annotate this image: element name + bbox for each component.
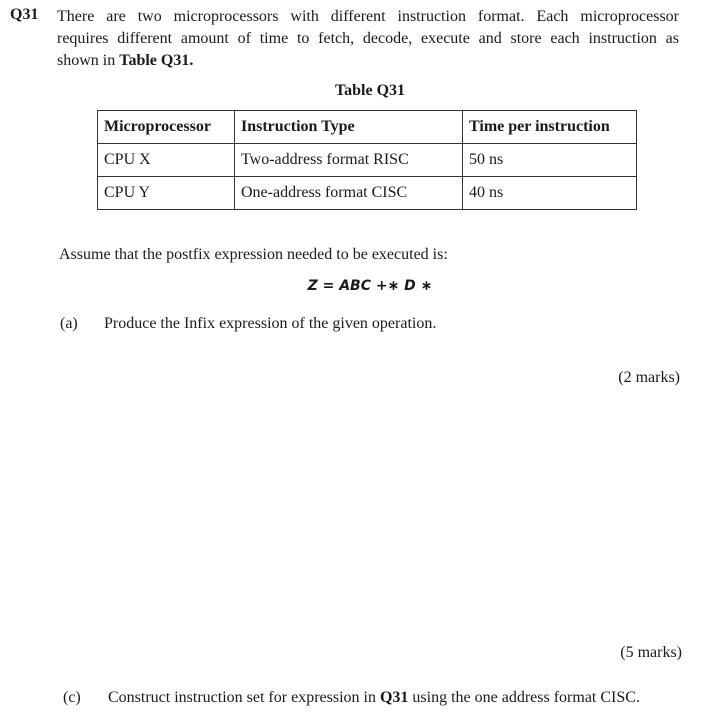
part-c-text-prefix: Construct instruction set for expression in [108,689,380,706]
cell-instruction-type: Two-address format RISC [235,144,463,177]
part-b-marks: (5 marks) [620,644,682,661]
header-time-per-instruction: Time per instruction [463,111,637,144]
table-reference: Table Q31. [119,52,194,69]
part-a-marks: (2 marks) [618,369,680,386]
header-instruction-type: Instruction Type [235,111,463,144]
question-line-3 [57,50,679,72]
part-c-text [108,689,640,707]
question-line-2: requires different amount of time to fetch, decode, execute and store each instruction as [57,30,679,47]
header-microprocessor: Microprocessor [98,111,235,144]
question-line-3-prefix: shown in [57,52,120,69]
table-row [98,177,637,210]
table-header-row [98,111,637,144]
cell-microprocessor: CPU X [98,144,235,177]
postfix-expression: Z = ABC +∗ D ∗ [307,278,433,294]
part-a-text: Produce the Infix expression of the given operation. [104,315,437,332]
question-line-1: There are two microprocessors with different instruction format. Each microprocessor [57,8,679,25]
question-number: Q31 [10,6,39,23]
question-text [57,6,679,72]
assumption-text: Assume that the postfix expression needed to be executed is: [59,246,448,263]
part-a-label: (a) [60,315,78,332]
cell-instruction-type: One-address format CISC [235,177,463,210]
table-q31 [97,110,637,210]
part-c-text-suffix: using the one address format CISC. [408,689,640,706]
part-c-label: (c) [63,689,81,706]
table-row [98,144,637,177]
part-c-question-ref: Q31 [379,689,409,706]
cell-microprocessor: CPU Y [98,177,235,210]
cell-time: 50 ns [463,144,637,177]
cell-time: 40 ns [463,177,637,210]
table-caption: Table Q31 [334,82,406,99]
